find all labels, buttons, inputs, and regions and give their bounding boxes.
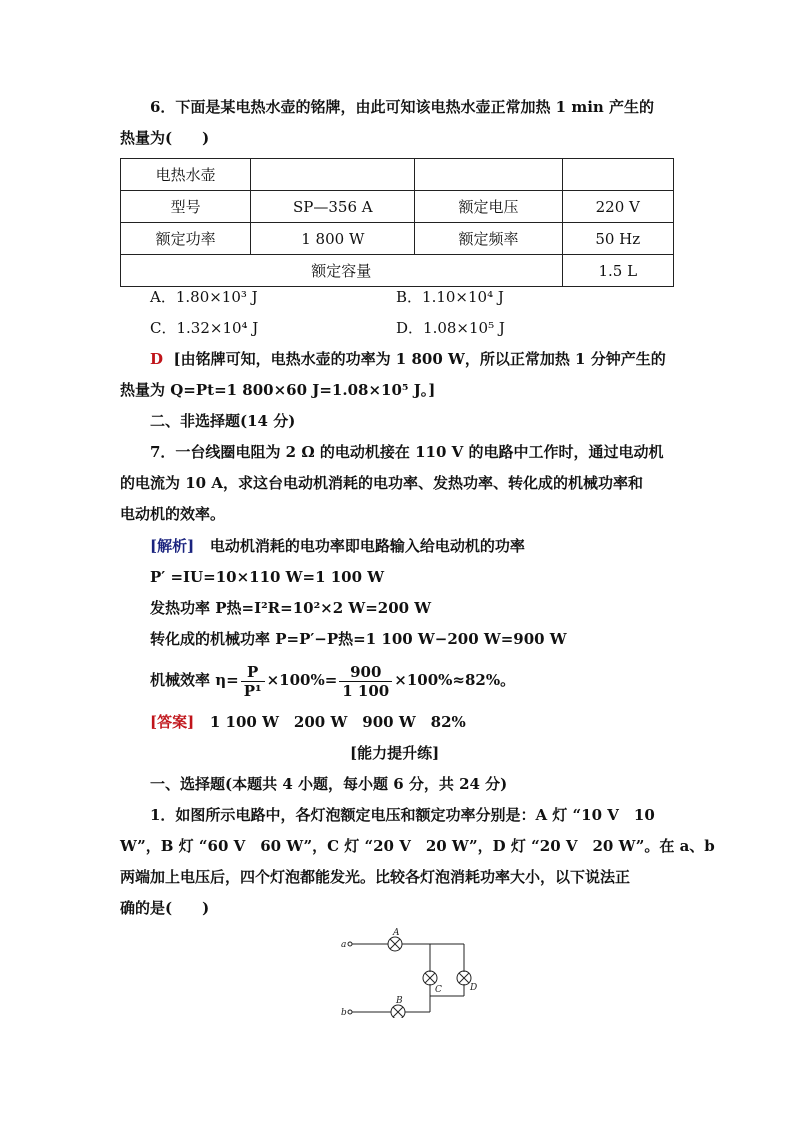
- table-cell: 额定容量: [121, 255, 563, 287]
- answer-letter: D: [150, 350, 164, 368]
- fraction-denominator: 1 100: [342, 681, 390, 700]
- label-lamp-d: D: [470, 983, 478, 993]
- table-cell: 220 V: [562, 191, 673, 223]
- lamp-d-icon: [457, 971, 471, 985]
- option-d: D．1.08×10⁵ J: [396, 319, 505, 337]
- fraction-numerator: 900: [339, 663, 392, 682]
- table-cell: 额定电压: [415, 191, 562, 223]
- label-lamp-c: C: [435, 985, 442, 995]
- q6-answer-line2: 热量为 Q=Pt=1 800×60 J=1.08×10⁵ J。]: [120, 381, 436, 399]
- q1-line1: 1．如图所示电路中，各灯泡额定电压和额定功率分别是：A 灯 “10 V 10: [150, 806, 655, 824]
- answer-tag: [答案]: [150, 713, 195, 731]
- analysis-line4: [150, 660, 515, 700]
- analysis-head: [150, 535, 525, 557]
- section-heading-nonchoice: 二、非选择题(14 分): [150, 412, 296, 430]
- q7-line3: 电动机的效率。: [120, 505, 226, 523]
- label-lamp-a: A: [393, 928, 400, 938]
- lamp-c-icon: [423, 971, 437, 985]
- terminal-a: [348, 942, 352, 946]
- circuit-diagram: [338, 926, 488, 1018]
- option-c: C．1.32×10⁴ J: [150, 319, 259, 337]
- efficiency-suffix: ×100%≈82%。: [394, 671, 516, 689]
- table-cell: [415, 159, 562, 191]
- table-cell: 额定频率: [415, 223, 562, 255]
- label-b: b: [341, 1008, 347, 1018]
- efficiency-prefix: 机械效率 η=: [150, 671, 239, 689]
- section-heading-choice: 一、选择题(本题共 4 小题，每小题 6 分，共 24 分): [150, 775, 508, 793]
- table-cell: 电热水壶: [121, 159, 251, 191]
- table-cell: 型号: [121, 191, 251, 223]
- q6-line2: 热量为( ): [120, 129, 210, 147]
- practice-title: [能力提升练]: [350, 744, 440, 762]
- table-cell: SP—356 A: [251, 191, 415, 223]
- fraction-900-over-1100: [339, 663, 392, 700]
- q6-line1: 6．下面是某电热水壶的铭牌，由此可知该电热水壶正常加热 1 min 产生的: [150, 98, 655, 116]
- answer7-line: [150, 711, 466, 733]
- q1-line3: 两端加上电压后，四个灯泡都能发光。比较各灯泡消耗功率大小，以下说法正: [120, 868, 631, 886]
- q1-line4: 确的是( ): [120, 899, 210, 917]
- terminal-b: [348, 1010, 352, 1014]
- option-b: B．1.10×10⁴ J: [396, 288, 504, 306]
- table-cell: 额定功率: [121, 223, 251, 255]
- lamp-b-icon: [391, 1005, 405, 1018]
- answer-explanation: [由铭牌可知，电热水壶的功率为 1 800 W，所以正常加热 1 分钟产生的: [173, 350, 666, 368]
- table-cell: [251, 159, 415, 191]
- q6-answer-line1: [150, 348, 666, 370]
- analysis-line1: P′ =IU=10×110 W=1 100 W: [150, 568, 385, 586]
- analysis-line3: 转化成的机械功率 P=P′−P热=1 100 W−200 W=900 W: [150, 630, 567, 648]
- fraction-numerator: P: [241, 663, 265, 682]
- label-a: a: [341, 940, 347, 950]
- option-a: A．1.80×10³ J: [150, 288, 258, 306]
- table-cell: 1 800 W: [251, 223, 415, 255]
- efficiency-mid: ×100%=: [266, 671, 338, 689]
- label-lamp-b: B: [396, 996, 403, 1006]
- analysis-line2: 发热功率 P热=I²R=10²×2 W=200 W: [150, 599, 432, 617]
- q7-line2: 的电流为 10 A，求这台电动机消耗的电功率、发热功率、转化成的机械功率和: [120, 474, 643, 492]
- answer7-text: 1 100 W 200 W 900 W 82%: [209, 713, 466, 731]
- analysis-tag: [解析]: [150, 537, 195, 555]
- q1-line2: W”，B 灯 “60 V 60 W”，C 灯 “20 V 20 W”，D 灯 “20 V 20 W”。在 a、b: [120, 837, 715, 855]
- fraction-denominator: P¹: [243, 681, 262, 700]
- table-cell: 1.5 L: [562, 255, 673, 287]
- spec-table: [120, 158, 674, 287]
- lamp-a-icon: [388, 937, 402, 951]
- q7-line1: 7．一台线圈电阻为 2 Ω 的电动机接在 110 V 的电路中工作时，通过电动机: [150, 443, 664, 461]
- table-cell: [562, 159, 673, 191]
- fraction-p-over-p1: [241, 663, 265, 700]
- table-cell: 50 Hz: [562, 223, 673, 255]
- analysis-text: 电动机消耗的电功率即电路输入给电动机的功率: [209, 537, 525, 555]
